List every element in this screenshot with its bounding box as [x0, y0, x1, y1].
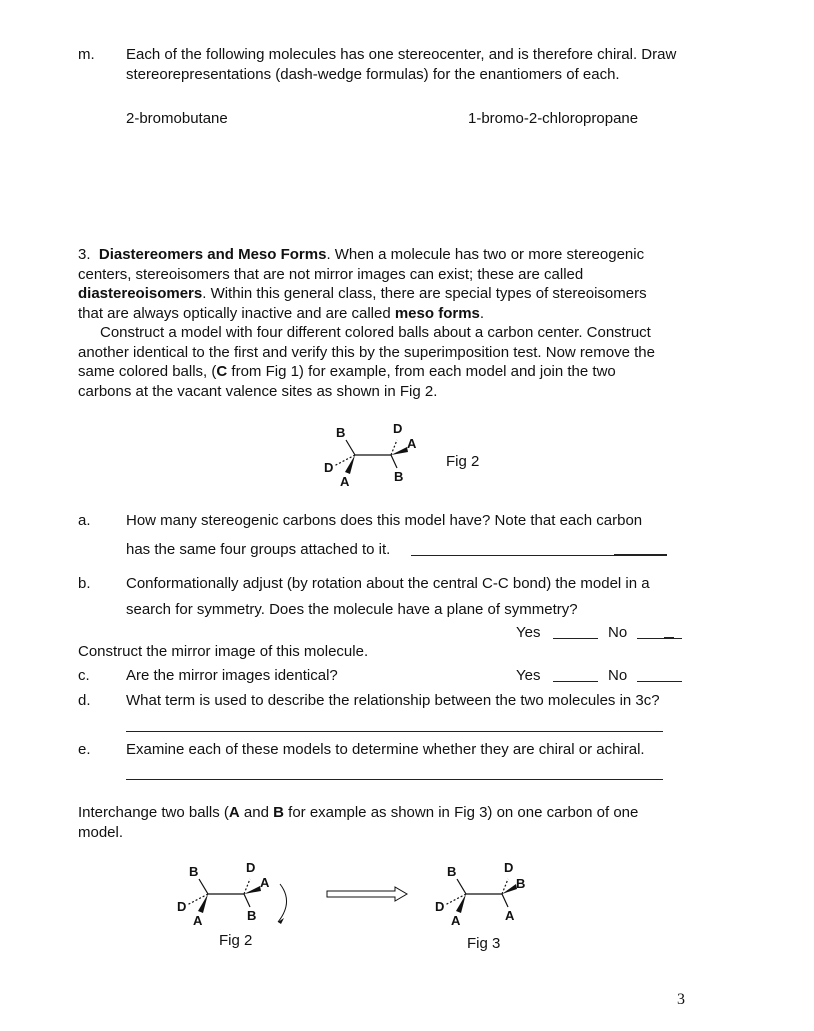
question-a-line2: has the same four groups attached to it.: [126, 541, 391, 558]
question-b-label: b.: [78, 575, 91, 592]
fig2-left-dash: D: [324, 460, 334, 475]
interchange-instruction: Interchange two balls (A and B for example as shown in Fig 3) on one carbon of one model.: [78, 804, 639, 841]
page-number: 3: [677, 991, 685, 1008]
fig2-right-dash: D: [393, 421, 403, 436]
term-meso-forms: meso forms: [394, 304, 480, 322]
answer-line-a-mark: [614, 554, 667, 556]
question-e-text: Examine each of these models to determine whether they are chiral or achiral.: [126, 741, 645, 758]
molecule-2-bromobutane: 2-bromobutane: [126, 110, 228, 127]
fig2b-left-wedge: A: [193, 913, 203, 928]
fig3-diagram: [426, 858, 546, 930]
question-c-label: c.: [78, 667, 90, 684]
fig2b-right-dash: D: [246, 860, 256, 875]
item-m-line1: Each of the following molecules has one stereocenter, and is therefore chiral. Draw: [126, 46, 677, 63]
question-b-yes-blank[interactable]: [553, 638, 598, 639]
fig2-left-wedge: A: [340, 474, 350, 489]
fig3-right-dash: D: [504, 860, 514, 875]
question-a-label: a.: [78, 512, 91, 529]
fig2b-caption: Fig 2: [219, 932, 253, 949]
question-d-text: What term is used to describe the relationship between the two molecules in 3c?: [126, 692, 660, 709]
item-m-label: m.: [78, 46, 95, 63]
fig2b-right-wedge: A: [260, 875, 270, 890]
fig2-right-bottom: B: [394, 469, 404, 484]
fig3-left-dash: D: [435, 899, 445, 914]
question-b-yes-label: Yes: [516, 624, 541, 641]
fig2-right-wedge: A: [407, 436, 417, 451]
section-title: Diastereomers and Meso Forms: [98, 246, 327, 263]
question-b-no-mark: [664, 637, 674, 639]
question-e-label: e.: [78, 741, 91, 758]
fig3-left-wedge: A: [451, 913, 461, 928]
item-m-line2: stereorepresentations (dash-wedge formulas) for the enantiomers of each.: [126, 66, 620, 83]
curved-swap-arrow: [278, 884, 287, 922]
fig2-left-top: B: [336, 425, 346, 440]
transform-arrow-icon: [325, 884, 410, 904]
fig2-caption: Fig 2: [446, 453, 480, 470]
fig3-left-top: B: [447, 864, 457, 879]
fig3-right-wedge: B: [516, 876, 526, 891]
fig2b-diagram: [168, 858, 298, 930]
question-c-no-blank[interactable]: [637, 681, 682, 682]
fig3-caption: Fig 3: [467, 935, 501, 952]
fig2b-left-dash: D: [177, 899, 187, 914]
fig3-right-bottom: A: [505, 908, 515, 923]
section-3-intro: 3. Diastereomers and Meso Forms. When a molecule has two or more stereogenic centers, stereoisomers that are not mirror images can exist; these are called diastereoisomers. Within this general class, there are special types of stereoisomers that are always optically inactive and are called meso forms. Construct a model with four different colored balls about a carbon center. Construct another identical to the first and verify this by the superimposition test. Now remove the same colored balls, (C from Fig 1) for example, from each model and join the two carbons at the vacant valence sites as shown in Fig 2.: [78, 246, 655, 400]
question-b-line1: Conformationally adjust (by rotation about the central C-C bond) the model in a: [126, 575, 650, 592]
question-b-line2: search for symmetry. Does the molecule have a plane of symmetry?: [126, 601, 578, 618]
fig2-diagram: [315, 418, 435, 490]
question-b-no-label: No: [608, 624, 628, 641]
question-a-line1: How many stereogenic carbons does this model have? Note that each carbon: [126, 512, 643, 529]
question-d-label: d.: [78, 692, 91, 709]
fig2b-right-bottom: B: [247, 908, 257, 923]
question-c-yes-label: Yes: [516, 667, 541, 684]
question-c-text: Are the mirror images identical?: [126, 667, 338, 684]
question-b-no-blank[interactable]: [637, 638, 682, 639]
question-c-yes-blank[interactable]: [553, 681, 598, 682]
term-diastereoisomers: diastereoisomers: [78, 285, 203, 302]
answer-line-d[interactable]: [126, 731, 663, 732]
section-number: 3.: [78, 246, 91, 263]
molecule-1-bromo-2-chloropropane: 1-bromo-2-chloropropane: [468, 110, 639, 127]
mirror-instruction: Construct the mirror image of this molecule.: [78, 643, 369, 660]
fig2b-left-top: B: [189, 864, 199, 879]
question-c-no-label: No: [608, 667, 628, 684]
answer-line-e[interactable]: [126, 779, 663, 780]
